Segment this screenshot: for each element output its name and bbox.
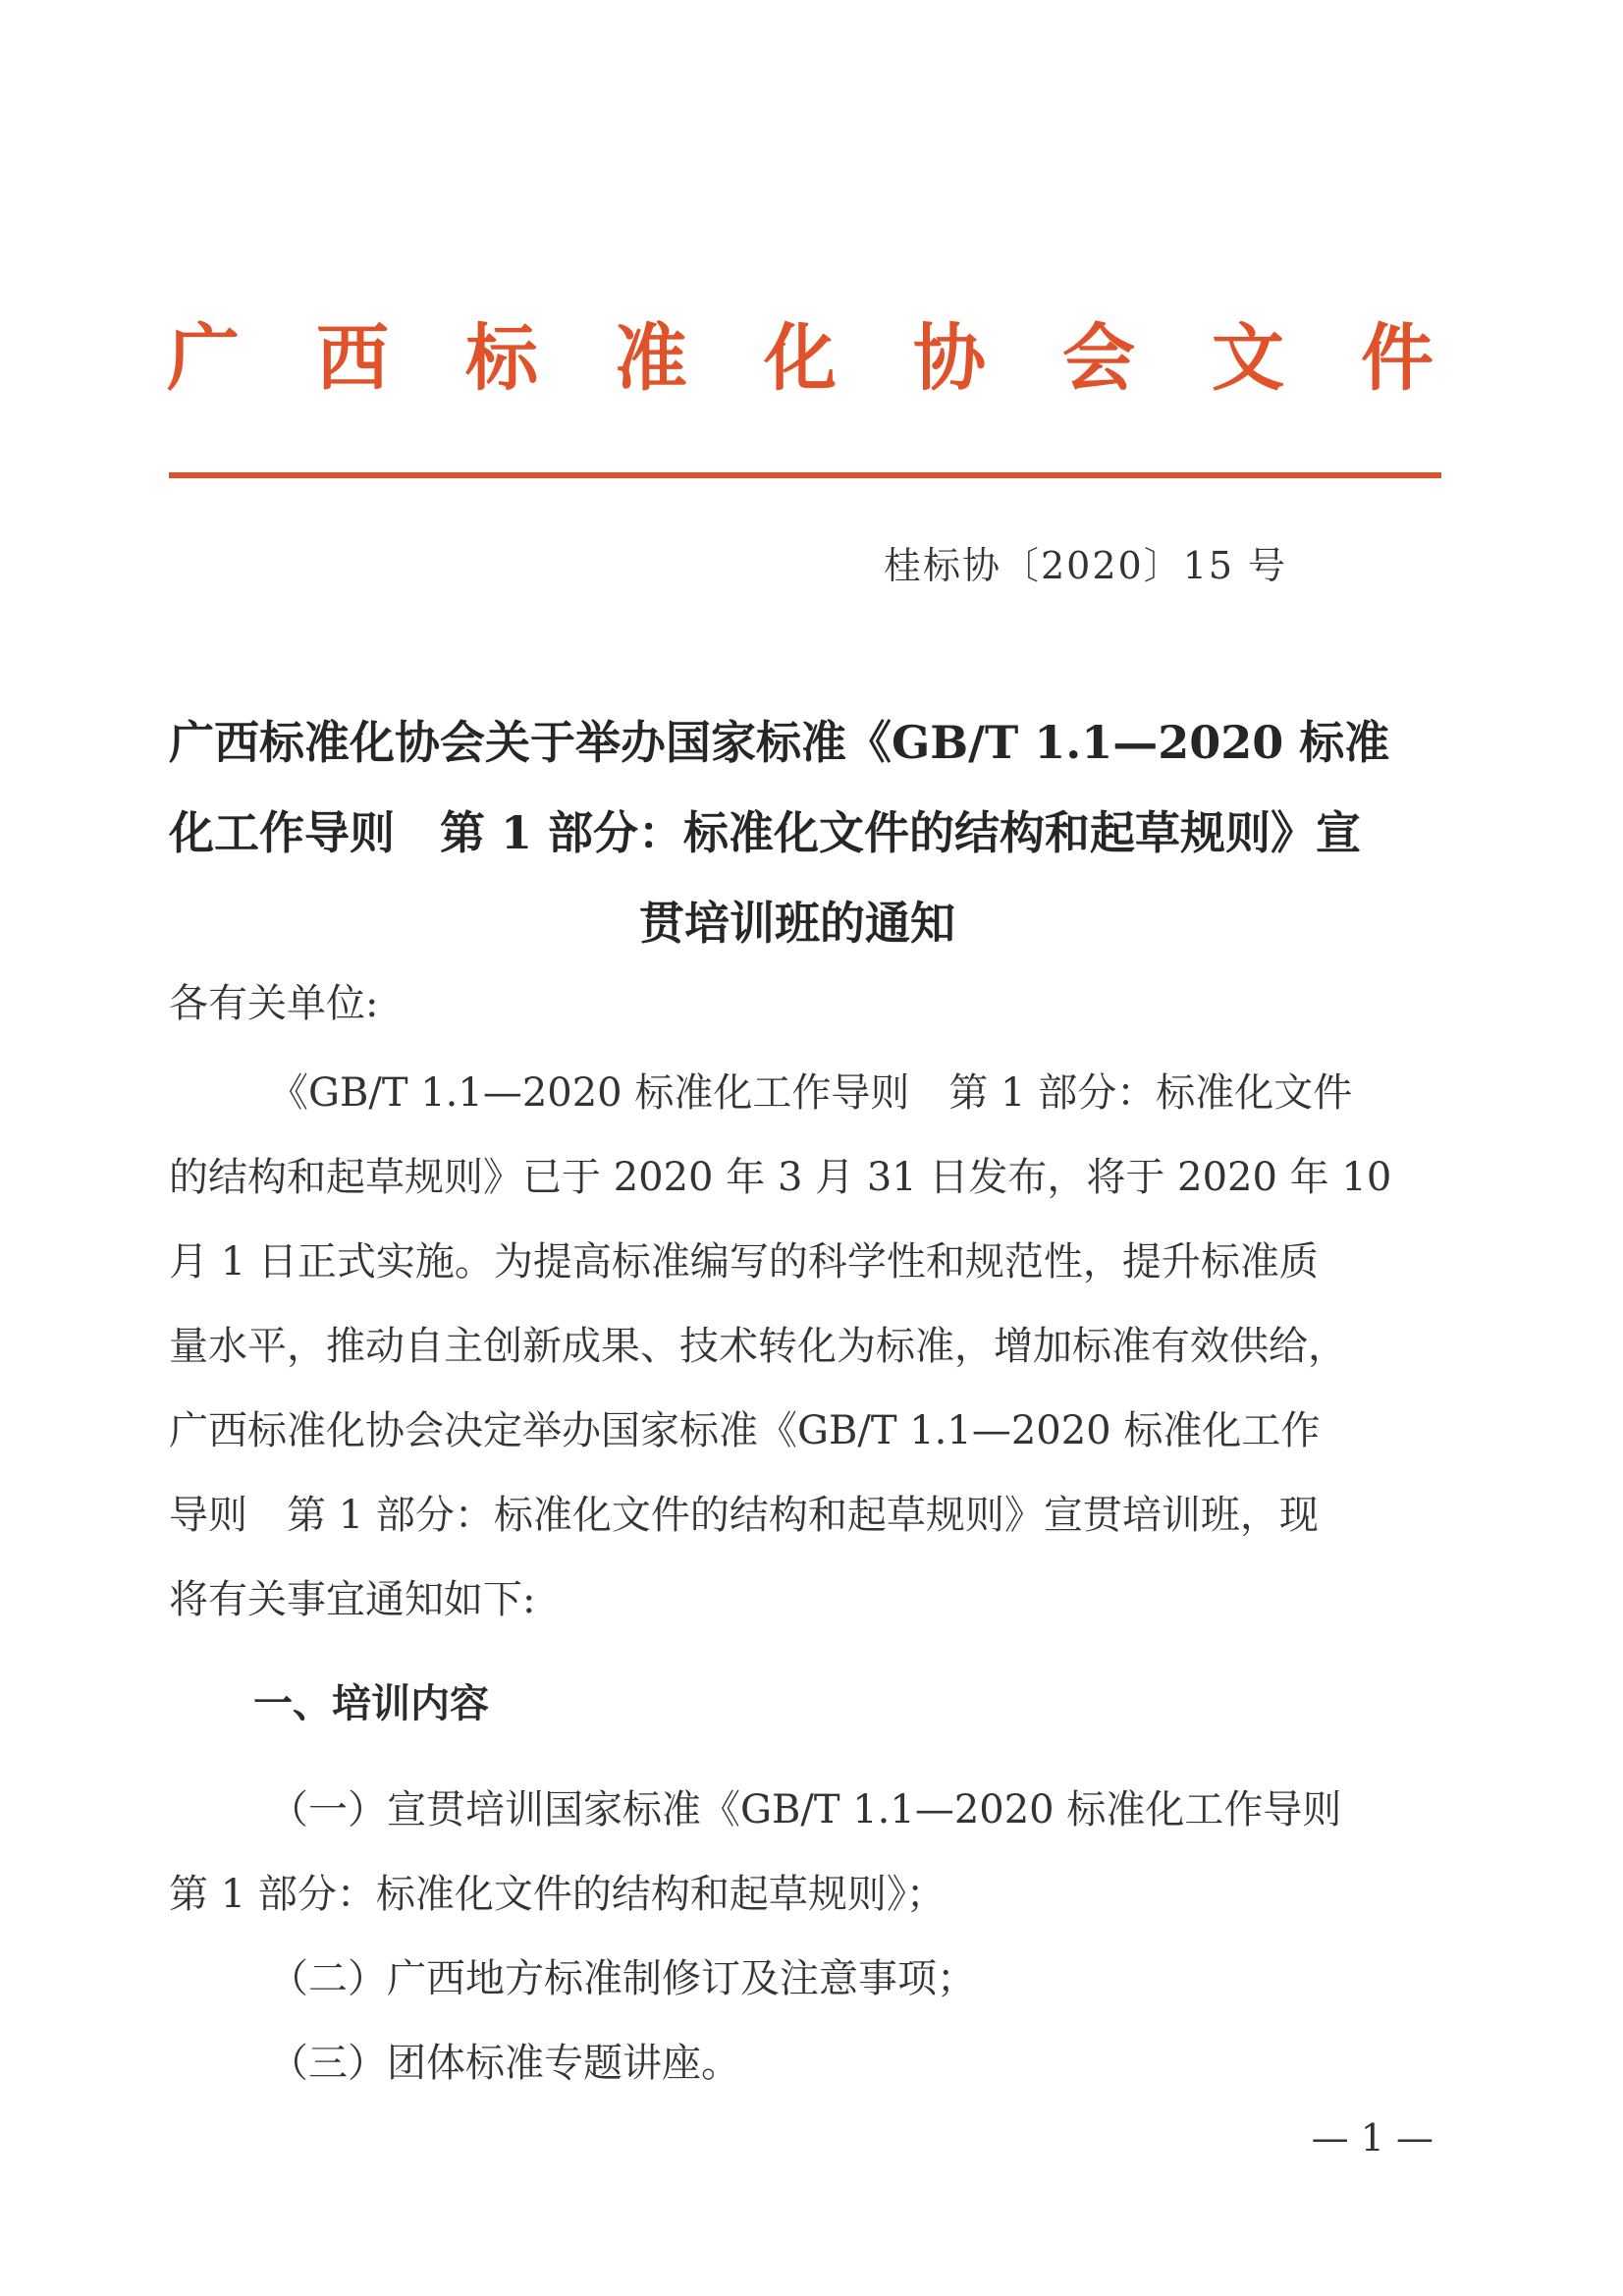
org-header-char: 化 bbox=[764, 316, 837, 401]
body-line: 导则 第 1 部分：标准化文件的结构和起草规则》宣贯培训班，现 bbox=[169, 1493, 1319, 1538]
training-content-list bbox=[169, 1768, 1426, 2105]
list-item: （二）广西地方标准制修订及注意事项； bbox=[269, 1956, 976, 2001]
list-item: （一）宣贯培训国家标准《GB/T 1.1—2020 标准化工作导则 bbox=[269, 1787, 1342, 1832]
body-line: 量水平，推动自主创新成果、技术转化为标准，增加标准有效供给， bbox=[169, 1324, 1347, 1369]
body-paragraph bbox=[169, 1051, 1426, 1642]
body-line: 广西标准化协会决定举办国家标准《GB/T 1.1—2020 标准化工作 bbox=[169, 1408, 1321, 1453]
org-header-char: 标 bbox=[465, 316, 538, 401]
org-header-char: 西 bbox=[316, 316, 389, 401]
org-header bbox=[167, 314, 1434, 403]
document-number: 桂标协〔2020〕15 号 bbox=[884, 544, 1288, 587]
salutation: 各有关单位: bbox=[169, 981, 379, 1026]
title-line: 化工作导则 第 1 部分：标准化文件的结构和起草规则》宣 bbox=[169, 806, 1362, 859]
section-heading: 一、培训内容 bbox=[253, 1681, 489, 1726]
org-header-char: 广 bbox=[167, 316, 240, 401]
org-header-char: 会 bbox=[1062, 316, 1135, 401]
document-title bbox=[169, 697, 1426, 968]
body-line: 的结构和起草规则》已于 2020 年 3 月 31 日发布，将于 2020 年 10 bbox=[169, 1155, 1392, 1200]
org-header-char: 文 bbox=[1212, 316, 1284, 401]
page-number: — 1 — bbox=[1311, 2116, 1434, 2159]
body-line: 将有关事宜通知如下: bbox=[169, 1577, 536, 1622]
body-line: 《GB/T 1.1—2020 标准化工作导则 第 1 部分：标准化文件 bbox=[269, 1070, 1353, 1116]
header-divider bbox=[169, 472, 1441, 478]
org-header-char: 件 bbox=[1361, 316, 1434, 401]
org-header-char: 准 bbox=[615, 316, 687, 401]
list-item: 第 1 部分：标准化文件的结构和起草规则》； bbox=[169, 1872, 946, 1917]
title-line: 贯培训班的通知 bbox=[639, 897, 955, 950]
body-line: 月 1 日正式实施。为提高标准编写的科学性和规范性，提升标准质 bbox=[169, 1239, 1319, 1285]
org-header-char: 协 bbox=[913, 316, 986, 401]
list-item: （三）团体标准专题讲座。 bbox=[269, 2041, 740, 2086]
title-line: 广西标准化协会关于举办国家标准《GB/T 1.1—2020 标准 bbox=[169, 716, 1390, 769]
